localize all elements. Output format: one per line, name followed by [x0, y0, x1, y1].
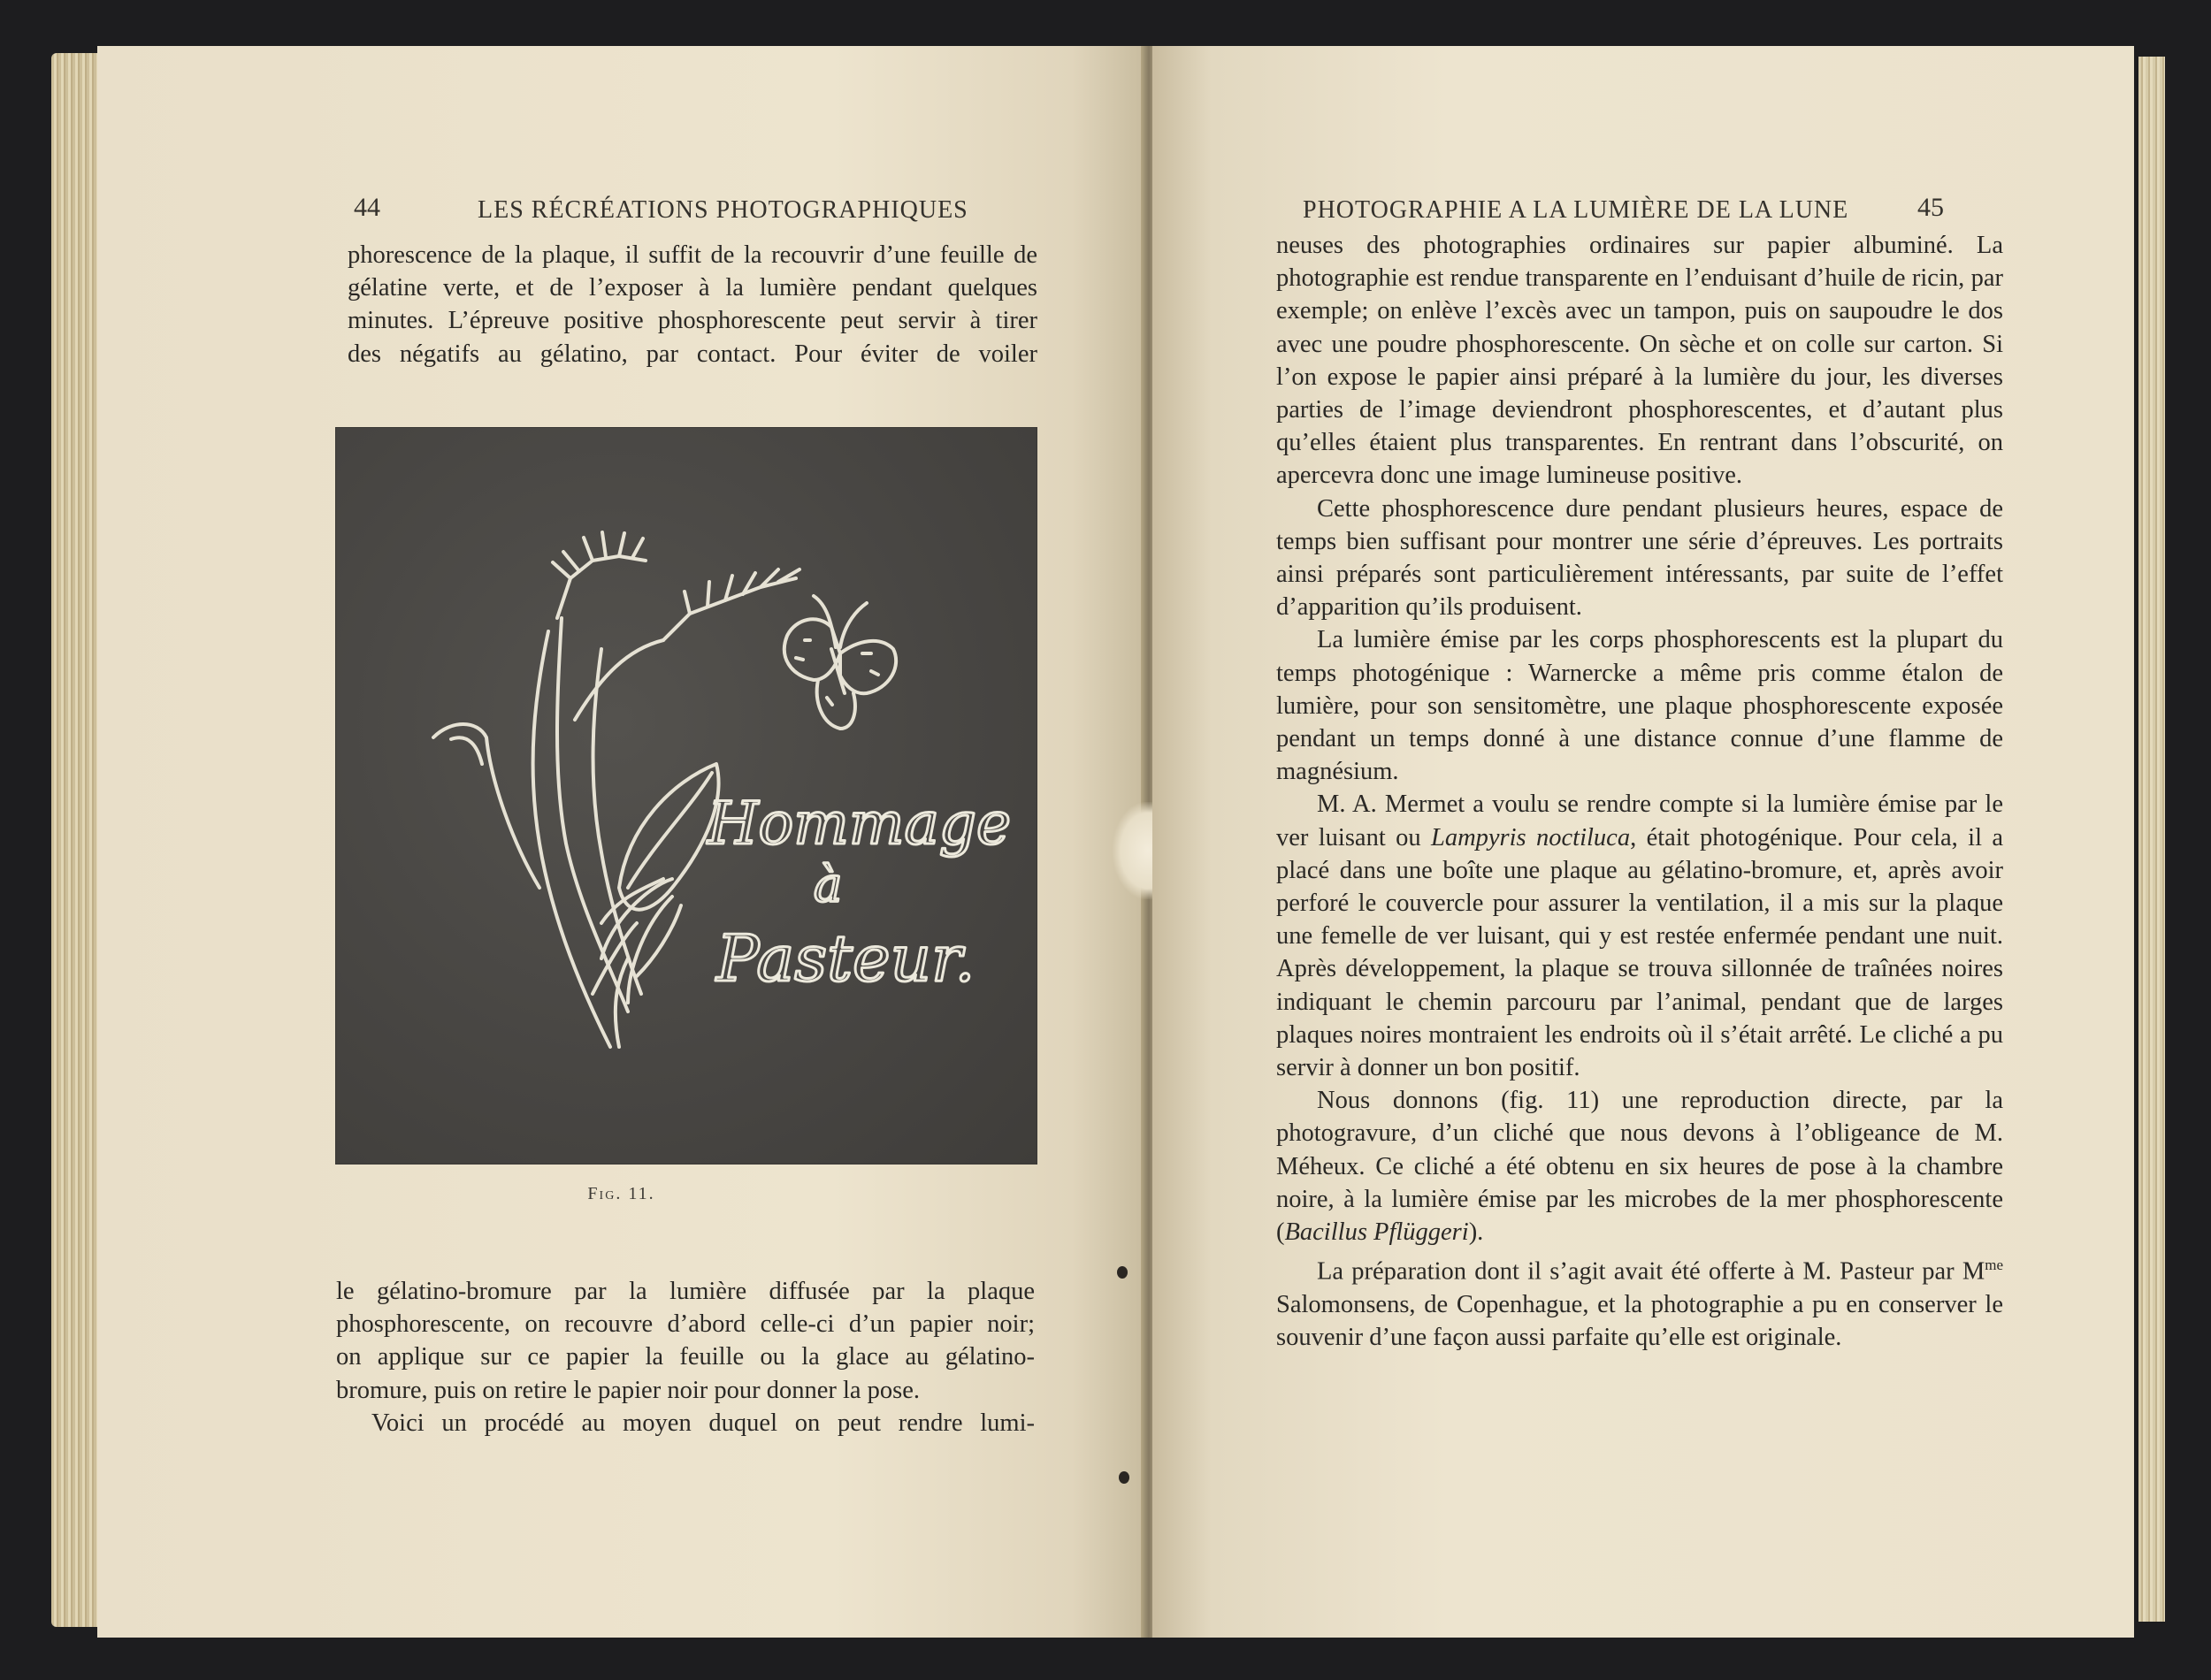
paragraph-text: , était photogénique. Pour cela, il a placé dans une boîte une plaque au gélatino-bromure, et, après avoir perforé le couvercle pour assurer la ventilation, il a mis sur la plaque une femelle de ver luisant, qui y est restée enfermée pendant une nuit. Après développement, la plaque se trouva sillonnée de traînées noires indiquant le chemin parcouru par l’animal, pendant que de larges plaques noires montraient les endroits où il s’était arrêté. Le cliché a pu servir à donner un bon positif. — [1276, 823, 2003, 1082]
paragraph-text: Salomonsens, de Copenhague, et la photographie a pu en conserver le souvenir d’une façon aussi parfaite qu’elle est originale. — [1276, 1291, 2003, 1352]
paragraph — [1276, 1084, 2003, 1249]
text-line: Voici un procédé au moyen duquel on peut rendre lumi- — [371, 1409, 1035, 1437]
inscription-line-3: Pasteur. — [716, 921, 975, 996]
binding-hole — [1117, 1266, 1128, 1279]
inscription-line-1: Hommage — [708, 790, 1012, 858]
binding-hole — [1119, 1471, 1129, 1484]
paragraph — [1276, 788, 2003, 1084]
right-running-head: PHOTOGRAPHIE A LA LUMIÈRE DE LA LUNE — [1303, 196, 1849, 224]
paragraph: La lumière émise par les corps phosphorescents est la plupart du temps photogénique : Warnercke a même pris comme étalon de lumière, pour son sensitomètre, une plaque phosphorescente exposée pendant un temps donné à une distance connue d’une flamme de magnésium. — [1276, 626, 2003, 786]
text-line: le gélatino-bromure par la lumière diffusée par la plaque — [336, 1278, 1035, 1305]
text-line: phosphorescente, on recouvre d’abord celle-ci d’un papier noir; — [336, 1310, 1035, 1339]
paragraph-text: Nous donnons (fig. 11) une reproduction directe, par la photogravure, d’un cliché que nous devons à l’obligeance de M. Méheux. Ce cliché a été obtenu en six heures de pose à la chambre noire, à la lumière émise par les microbes de la mer phosphorescente ( — [1276, 1087, 2003, 1247]
right-page — [1152, 46, 2134, 1638]
page-edges-right — [2138, 57, 2165, 1622]
paragraph-text: M. A. Mermet a voulu se rendre compte si la lumière émise par le ver luisant ou — [1276, 790, 2003, 851]
right-page-number: 45 — [1917, 193, 1944, 222]
figure-caption: Fig. 11. — [587, 1184, 655, 1203]
text-line: bromure, puis on retire le papier noir pour donner la pose. — [336, 1376, 921, 1404]
right-main-text — [1276, 229, 2003, 1354]
paragraph — [1276, 1249, 2003, 1354]
paragraph: Cette phosphorescence dure pendant plusieurs heures, espace de temps bien suffisant pour montrer une série d’épreuves. Les portraits ainsi préparés sont particulièrement intéressants, par suite de l’effet d’apparition qu’ils produisent. — [1276, 494, 2003, 622]
open-book — [51, 46, 2165, 1638]
text-line: minutes. L’épreuve positive phosphorescente peut servir à tirer — [348, 307, 1037, 335]
text-line: gélatine verte, et de l’exposer à la lumière pendant quelques — [348, 274, 1037, 302]
left-running-head: LES RÉCRÉATIONS PHOTOGRAPHIQUES — [478, 196, 968, 224]
paragraph: neuses des photographies ordinaires sur papier albuminé. La photographie est rendue transparente en l’enduisant d’huile de ricin, par exemple; on enlève l’excès avec un tampon, puis on saupoudre le dos avec une poudre phosphorescente. On sèche et on colle sur carton. Si l’on expose le papier ainsi préparé à la lumière du jour, les diverses parties de l’image deviendront phosphorescentes, et d’autant plus qu’elles étaient plus transparentes. En rentrant dans l’obscurité, on apercevra donc une image lumineuse positive. — [1276, 232, 2003, 490]
text-line: on applique sur ce papier la feuille ou la glace au gélatino- — [336, 1343, 1035, 1371]
left-page — [97, 46, 1145, 1638]
text-line: phorescence de la plaque, il suffit de la recouvrir d’une feuille de — [348, 241, 1037, 269]
pasteur-drawing — [336, 428, 1037, 1164]
paragraph-text: La préparation dont il s’agit avait été offerte à M. Pasteur par M — [1317, 1257, 1985, 1286]
page-edges-left — [51, 53, 97, 1627]
text-line: des négatifs au gélatino, par contact. Pour éviter de voiler — [348, 340, 1037, 368]
inscription-line-2: à — [814, 857, 843, 913]
left-top-text — [348, 239, 1037, 370]
paragraph-text: ). — [1468, 1218, 1484, 1247]
superscript: me — [1985, 1256, 2003, 1274]
left-bottom-text — [336, 1275, 1035, 1439]
left-page-number: 44 — [354, 193, 380, 222]
figure-11-plate — [336, 428, 1037, 1164]
species-name: Lampyris noctiluca — [1430, 823, 1631, 851]
species-name: Bacillus Pflüggeri — [1284, 1218, 1469, 1247]
